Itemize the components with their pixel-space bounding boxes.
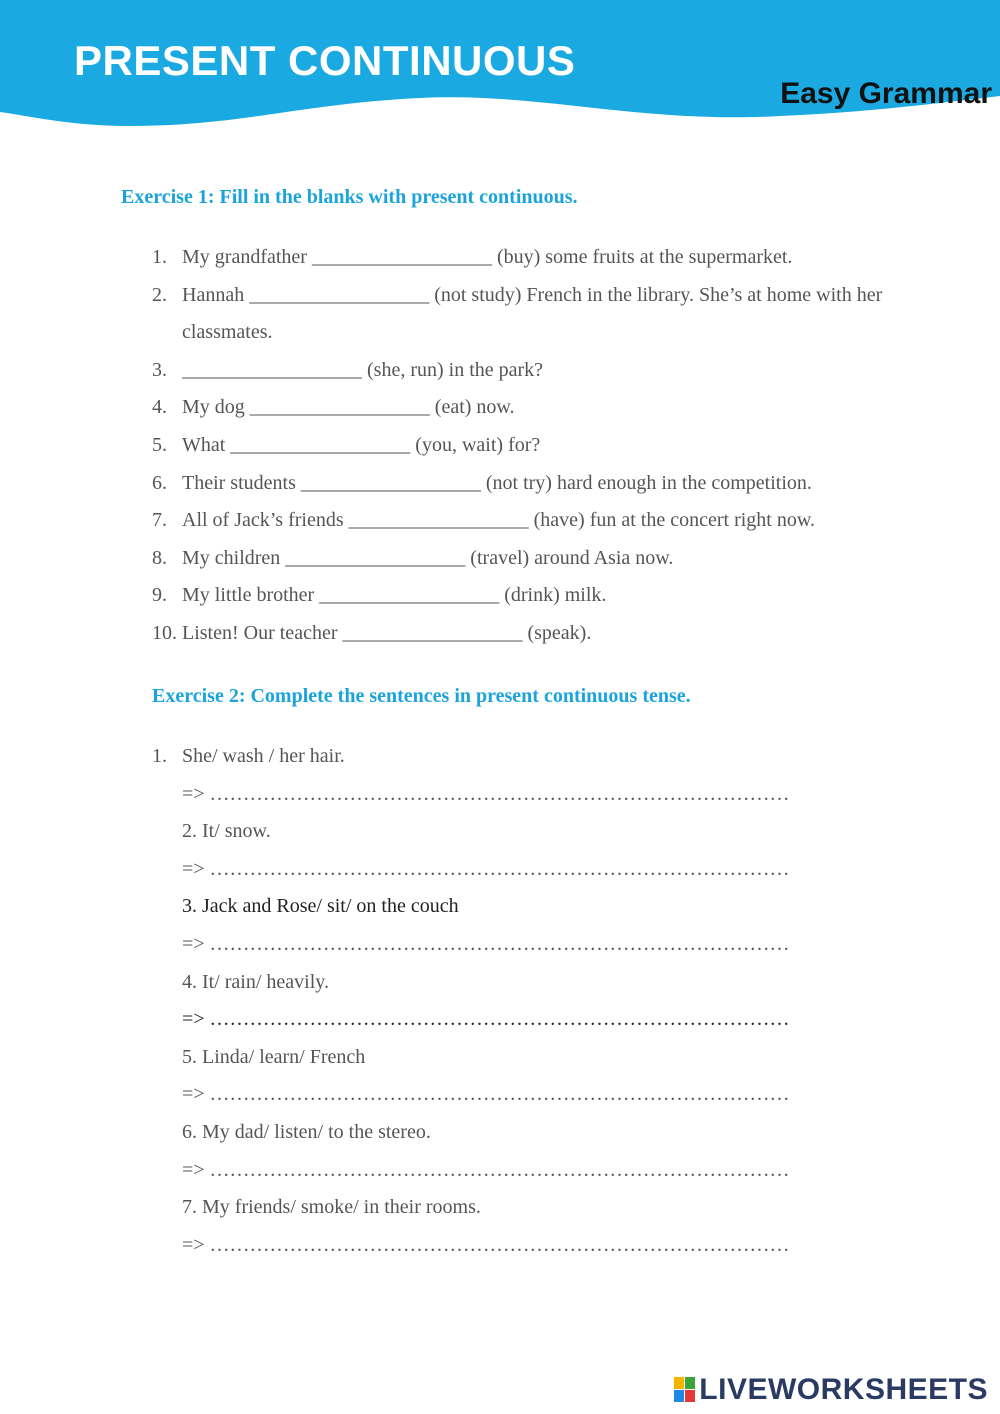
item-text[interactable]: Their students __________________ (not try) hard enough in the competition.: [182, 471, 812, 494]
exercise-1-item: [152, 277, 912, 352]
item-text[interactable]: Hannah __________________ (not study) French in the library. She’s at home with her classmates.: [182, 283, 883, 344]
exercise-2-prompt: 7. My friends/ smoke/ in their rooms.: [182, 1196, 481, 1219]
item-number: 3.: [152, 358, 167, 381]
item-number: 8.: [152, 546, 167, 569]
exercise-2-list: [152, 738, 912, 1264]
answer-line[interactable]: => ……………………………………………………………………………: [182, 782, 790, 805]
exercise-2-prompt: 5. Linda/ learn/ French: [182, 1045, 366, 1068]
item-number: 10.: [152, 621, 177, 644]
exercise-1-item: [152, 352, 912, 390]
exercise-1-item: [152, 239, 912, 277]
item-number: 4.: [152, 396, 167, 419]
exercise-1-list: [152, 239, 912, 653]
item-text[interactable]: My little brother __________________ (drink) milk.: [182, 584, 607, 607]
exercise-1-item: [152, 427, 912, 465]
item-text[interactable]: What __________________ (you, wait) for?: [182, 433, 541, 456]
exercise-1-item: [152, 502, 912, 540]
liveworksheets-logo[interactable]: [674, 1372, 988, 1408]
item-text[interactable]: My grandfather __________________ (buy) some fruits at the supermarket.: [182, 246, 793, 268]
exercise-2-prompt: 2. It/ snow.: [182, 820, 271, 843]
item-text[interactable]: Listen! Our teacher __________________ (speak).: [182, 621, 592, 644]
page-title: PRESENT CONTINUOUS: [74, 37, 576, 84]
item-number: 2.: [152, 283, 167, 306]
exercise-1-item: [152, 577, 912, 615]
answer-line[interactable]: => ……………………………………………………………………………: [182, 932, 790, 955]
prompt-text: She/ wash / her hair.: [182, 745, 345, 767]
item-number: 6.: [152, 471, 167, 494]
exercise-2-prompt: [152, 738, 912, 776]
item-number: 1.: [152, 246, 167, 268]
exercise-1-item: [152, 615, 912, 653]
item-number: 7.: [152, 509, 167, 532]
exercise-2-prompt: 6. My dad/ listen/ to the stereo.: [182, 1120, 431, 1143]
answer-line[interactable]: => ……………………………………………………………………………: [182, 1083, 790, 1106]
answer-line[interactable]: => ……………………………………………………………………………: [182, 1233, 790, 1256]
brand-label: Easy Grammar: [780, 77, 992, 110]
item-text[interactable]: All of Jack’s friends __________________ (have) fun at the concert right now.: [182, 509, 815, 532]
item-text[interactable]: __________________ (she, run) in the park?: [182, 358, 544, 381]
item-number: 5.: [152, 433, 167, 456]
item-text[interactable]: My children __________________ (travel) around Asia now.: [182, 546, 674, 569]
item-text[interactable]: My dog __________________ (eat) now.: [182, 396, 515, 419]
answer-line[interactable]: => ……………………………………………………………………………: [182, 1158, 790, 1181]
item-number: 9.: [152, 584, 167, 607]
exercise-2-heading: Exercise 2: Complete the sentences in present continuous tense.: [152, 685, 691, 707]
answer-line[interactable]: => ……………………………………………………………………………: [182, 857, 790, 880]
header-banner: [0, 0, 1000, 140]
logo-text: LIVEWORKSHEETS: [699, 1373, 988, 1406]
exercise-1-heading: Exercise 1: Fill in the blanks with present continuous.: [121, 186, 578, 208]
exercise-1-item: [152, 389, 912, 427]
exercise-1-item: [152, 540, 912, 578]
answer-line[interactable]: => ……………………………………………………………………………: [182, 1008, 790, 1031]
exercise-2-prompt: 4. It/ rain/ heavily.: [182, 970, 329, 993]
exercise-1-item: [152, 465, 912, 503]
liveworksheets-logo-icon: [674, 1377, 696, 1403]
exercise-2-prompt: 3. Jack and Rose/ sit/ on the couch: [182, 895, 459, 918]
item-number: 1.: [152, 745, 167, 767]
